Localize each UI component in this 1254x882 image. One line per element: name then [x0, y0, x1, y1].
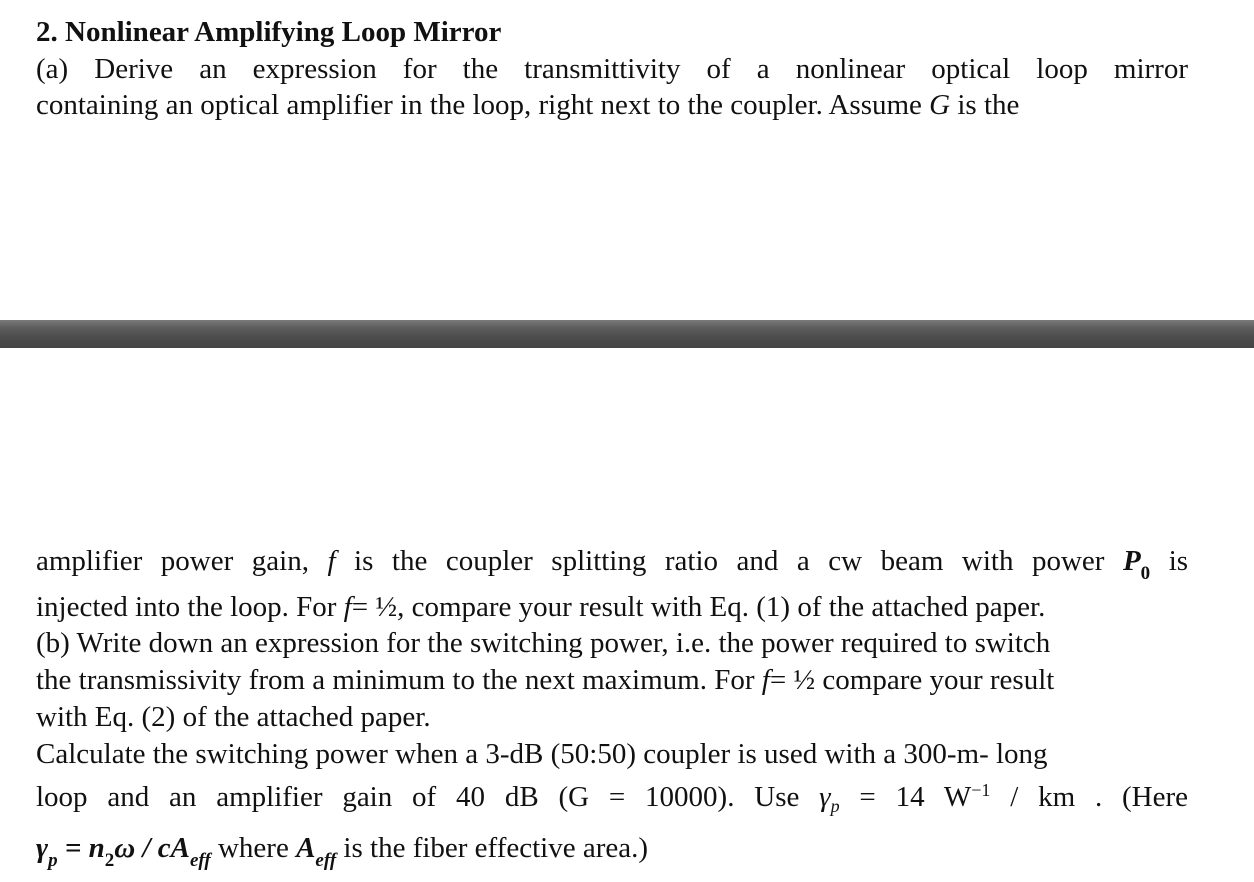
part-a-line-3-tail: is — [1168, 545, 1189, 577]
part-a-line-2 — [36, 87, 1188, 123]
a-eff-symbol: $A_{eff}$ — [296, 832, 337, 871]
gamma-p-equation: $\gamma_p = 14$ $W^{-1}$ / km . — [819, 780, 1103, 816]
problem-heading: 2. Nonlinear Amplifying Loop Mirror — [36, 16, 502, 48]
part-b-line-2 — [36, 662, 1188, 698]
calc-line-2-pre: loop and an amplifier gain of 40 dB (G = 10000). Use — [36, 781, 800, 813]
part-a-line-3-pre: amplifier power gain, — [36, 545, 309, 577]
part-a-line-4-post: = ½, compare your result with Eq. (1) of the attached paper. — [351, 591, 1046, 623]
calc-line-3-where: where — [217, 832, 289, 864]
variable-f: f — [327, 545, 336, 577]
part-a-line-2-text: containing an optical amplifier in the loop, right next to the coupler. Assume — [36, 89, 922, 121]
variable-g: G — [929, 89, 951, 121]
gamma-p-definition: $\gamma_p = n_2\omega / cA_{eff}$ — [36, 832, 211, 871]
power-p0: $P_0$ — [1122, 545, 1151, 584]
part-a-line-3-mid: is the coupler splitting ratio and a cw beam with power — [354, 545, 1105, 577]
variable-f: f — [761, 664, 770, 696]
part-a-line-4 — [36, 589, 1188, 625]
calc-line-3-tail: is the fiber effective area.) — [343, 832, 649, 864]
page-break-divider — [0, 320, 1254, 348]
part-b-line-3: with Eq. (2) of the attached paper. — [36, 701, 431, 733]
part-a-line-1: (a) Derive an expression for the transmittivity of a nonlinear optical loop mirror — [36, 53, 1188, 85]
calc-line-2-tail: (Here — [1122, 781, 1189, 813]
calc-line-3 — [36, 830, 1188, 871]
part-b-line-2-pre: the transmissivity from a minimum to the next maximum. For — [36, 664, 755, 696]
part-b-line-2-post: = ½ compare your result — [769, 664, 1055, 696]
calc-line-1: Calculate the switching power when a 3-dB (50:50) coupler is used with a 300-m- long — [36, 738, 1048, 770]
part-a-line-2-tail: is the — [957, 89, 1020, 121]
variable-f: f — [343, 591, 352, 623]
part-a-line-3 — [36, 543, 1189, 584]
part-b-line-1: (b) Write down an expression for the switching power, i.e. the power required to switch — [36, 627, 1051, 659]
calc-line-2 — [36, 779, 1188, 815]
part-a-line-4-pre: injected into the loop. For — [36, 591, 337, 623]
